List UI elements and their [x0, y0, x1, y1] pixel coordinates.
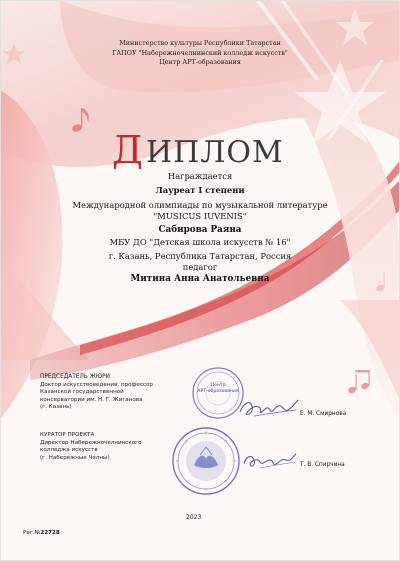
title-rest: ИПЛОМ: [146, 135, 284, 170]
title-first-letter: Д: [112, 128, 143, 172]
diploma-title: [0, 130, 400, 172]
participant-name: Сабирова Раяна: [158, 225, 242, 235]
jury-title: ПРЕДСЕДАТЕЛЬ ЖЮРИ: [40, 374, 110, 380]
curator-signature-icon: [240, 448, 300, 472]
jury-line-4: (г. Казань): [40, 404, 72, 411]
ministry-line: Министерство культуры Республики Татарстан: [119, 39, 281, 47]
college-line: ГАПОУ "Набережночелнинский колледж искусств": [112, 48, 288, 57]
registration-value: 22728: [40, 530, 60, 536]
curator-block: [40, 432, 170, 462]
awarded-label: Награждается: [167, 171, 233, 181]
jury-signature-icon: [236, 392, 302, 422]
jury-chair-name: Е. М. Смирнова: [300, 411, 347, 417]
event-line-1: Международной олимпиады по музыкальной литературе: [72, 200, 328, 210]
stamp-line-1: Центр: [210, 383, 226, 388]
organization-header: [90, 39, 310, 68]
center-line: Центр АРТ-образования: [159, 58, 241, 66]
jury-line-3: консерватории им. Н. Г. Жиганова: [40, 396, 143, 403]
registration-prefix: Рег.№: [23, 530, 41, 536]
award-rank: Лауреат I степени: [155, 185, 245, 195]
registration-number: [23, 530, 60, 536]
curator-name: Т. В. Спирчина: [300, 462, 345, 468]
college-seal-icon: [170, 425, 242, 497]
jury-line-1: Доктор искусствоведения, профессор: [40, 381, 153, 388]
curator-line-1: Директор Набережночелнинского: [40, 439, 142, 446]
school-name: МБУ ДО "Детская школа искусств № 16": [109, 237, 291, 247]
curator-title: КУРАТОР ПРОЕКТА: [40, 432, 95, 438]
jury-line-2: Казанской государственной: [40, 389, 124, 396]
award-text: [40, 169, 360, 286]
year-label: 2023: [186, 514, 202, 521]
city-line: г. Казань, Республика Татарстан, Россия: [108, 251, 292, 261]
role-label: педагог: [182, 262, 218, 272]
curator-line-3: (г. Набережные Челны): [40, 454, 110, 461]
curator-line-2: колледжа искусств: [40, 447, 98, 454]
event-line-2: "MUSICUS IUVENIS": [153, 211, 247, 221]
jury-chair-block: [40, 374, 180, 412]
stamp-line-2: АРТ-образования: [197, 388, 239, 394]
teacher-name: Митина Анна Анатольевна: [130, 274, 270, 284]
